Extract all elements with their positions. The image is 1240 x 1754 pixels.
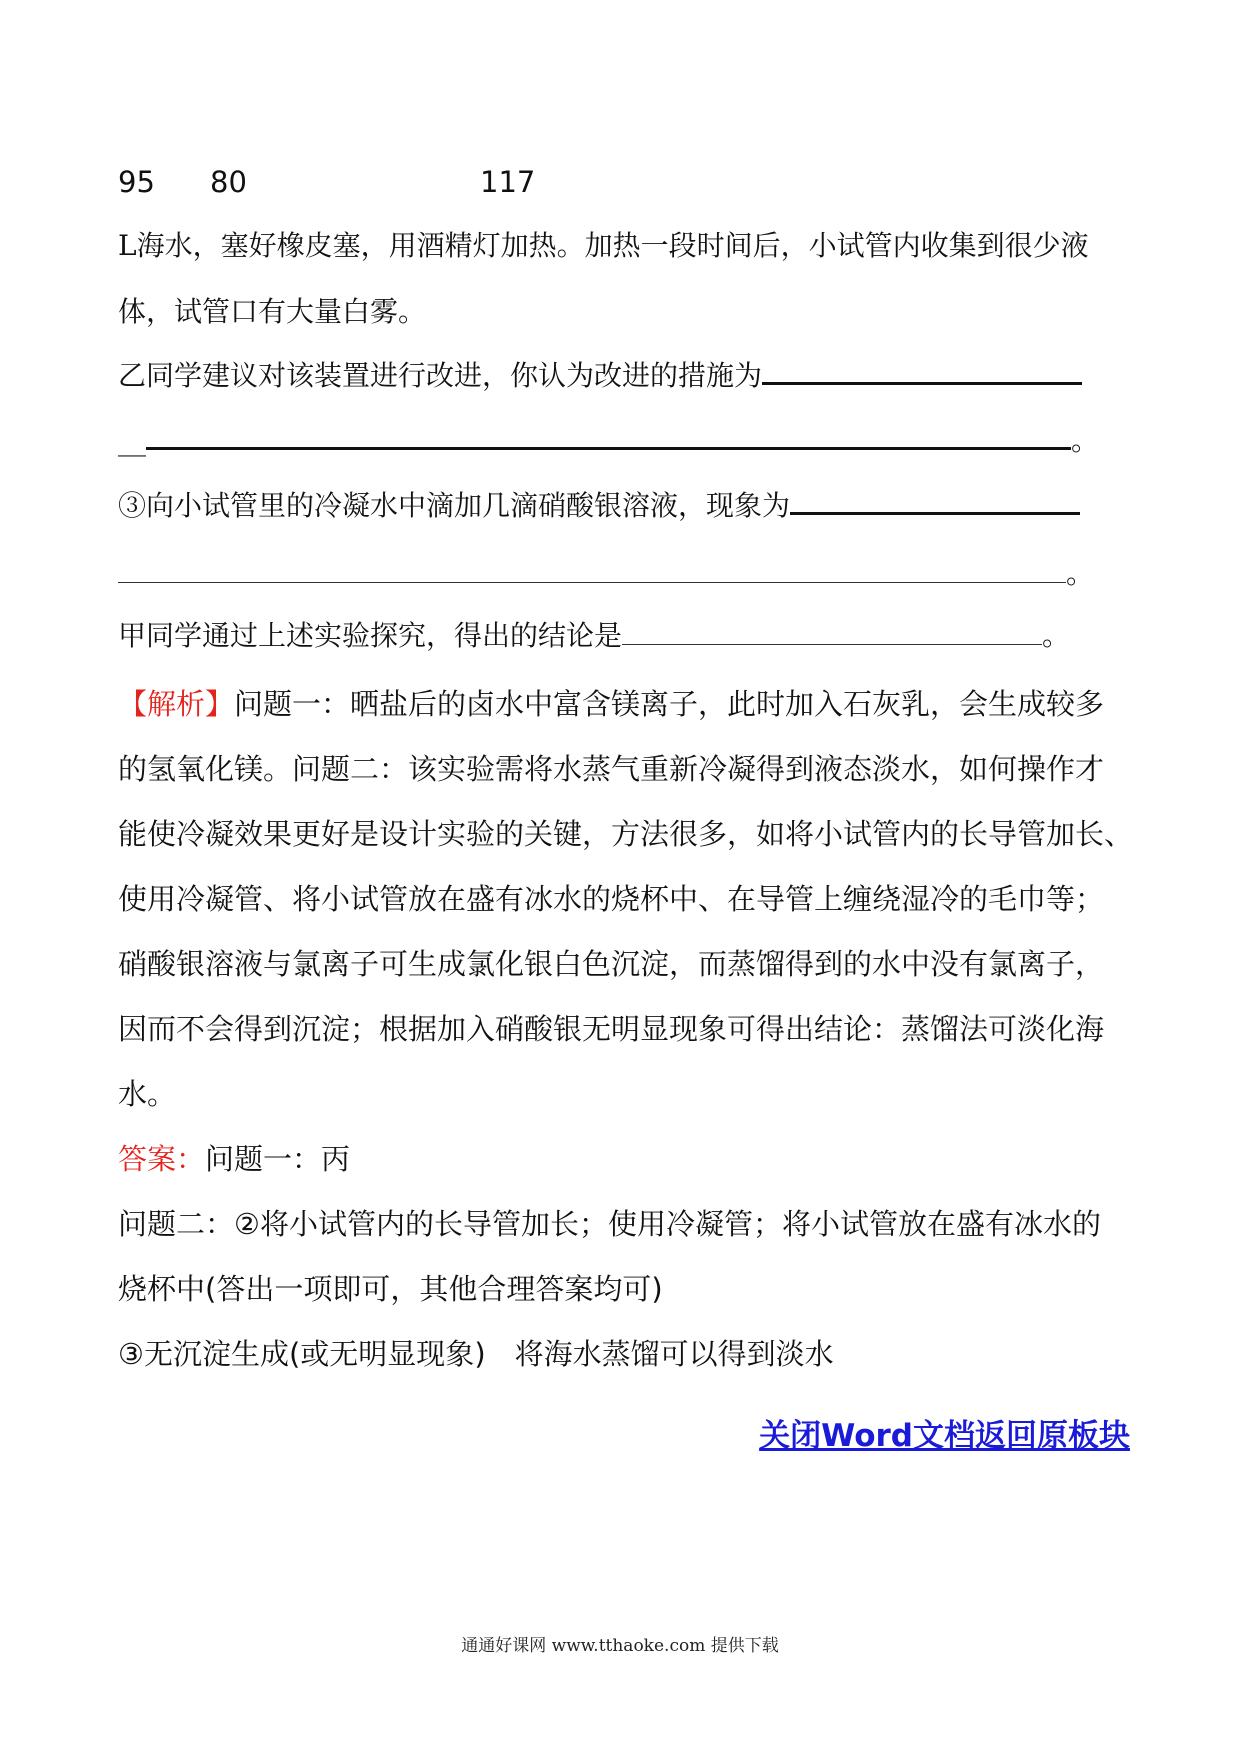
close-word-return-link[interactable]: 关闭Word文档返回原板块 — [759, 1418, 1130, 1454]
question-line-1: L海水，塞好橡皮塞，用酒精灯加热。加热一段时间后，小试管内收集到很少液 — [118, 229, 1089, 262]
number-1: 95 — [118, 165, 155, 199]
answer-line-4: ③无沉淀生成(或无明显现象) 将海水蒸馏可以得到淡水 — [118, 1337, 834, 1371]
period: 。 — [1042, 619, 1071, 652]
analysis-text-1: 问题一：晒盐后的卤水中富含镁离子，此时加入石灰乳，会生成较多 — [234, 687, 1105, 721]
question-line-6 — [118, 557, 1095, 590]
answer-text-1: 问题一：丙 — [205, 1142, 351, 1176]
answer-line-2: 问题二：②将小试管内的长导管加长；使用冷凝管；将小试管放在盛有冰水的 — [118, 1207, 1101, 1241]
analysis-line-5: 硝酸银溶液与氯离子可生成氯化银白色沉淀，而蒸馏得到的水中没有氯离子， — [118, 947, 1105, 981]
phenomenon-blank[interactable] — [790, 512, 1080, 515]
answer-tag: 答案： — [118, 1142, 206, 1176]
analysis-line-3: 能使冷凝效果更好是设计实验的关键，方法很多，如将小试管内的长导管加长、 — [118, 817, 1134, 851]
answer-line-1 — [118, 1142, 351, 1176]
phenomenon-blank-continued[interactable] — [118, 582, 1066, 583]
analysis-line-6: 因而不会得到沉淀；根据加入硝酸银无明显现象可得出结论：蒸馏法可淡化海 — [118, 1012, 1105, 1046]
question-line-2: 体，试管口有大量白雾。 — [118, 295, 427, 328]
improvement-blank[interactable] — [762, 382, 1082, 385]
analysis-line-7: 水。 — [118, 1077, 177, 1111]
analysis-line-2: 的氢氧化镁。问题二：该实验需将水蒸气重新冷凝得到液态淡水，如何操作才 — [118, 752, 1105, 786]
period: 。 — [1066, 557, 1095, 590]
improvement-blank-continued[interactable] — [146, 447, 1071, 450]
conclusion-prompt: 甲同学通过上述实验探究，得出的结论是 — [118, 619, 623, 652]
analysis-line-1 — [118, 687, 1105, 721]
phenomenon-prompt: ③向小试管里的冷凝水中滴加几滴硝酸银溶液，现象为 — [118, 489, 791, 522]
analysis-line-4: 使用冷凝管、将小试管放在盛有冰水的烧杯中、在导管上缠绕湿冷的毛巾等； — [118, 882, 1105, 916]
numbers-row — [118, 165, 536, 199]
number-3: 117 — [480, 165, 536, 199]
question-line-7 — [118, 619, 1071, 652]
underscore-prefix: __ — [118, 424, 146, 457]
answer-line-3: 烧杯中(答出一项即可，其他合理答案均可) — [118, 1272, 663, 1306]
analysis-tag: 【解析】 — [118, 687, 235, 721]
question-line-5 — [118, 489, 1080, 522]
question-line-3 — [118, 359, 1082, 392]
improvement-prompt: 乙同学建议对该装置进行改进，你认为改进的措施为 — [118, 359, 763, 392]
number-2: 80 — [210, 165, 247, 199]
conclusion-blank[interactable] — [622, 644, 1042, 645]
period: 。 — [1071, 424, 1100, 457]
question-line-4 — [118, 424, 1100, 457]
footer-source: 通通好课网 www.tthaoke.com 提供下载 — [461, 1636, 779, 1656]
